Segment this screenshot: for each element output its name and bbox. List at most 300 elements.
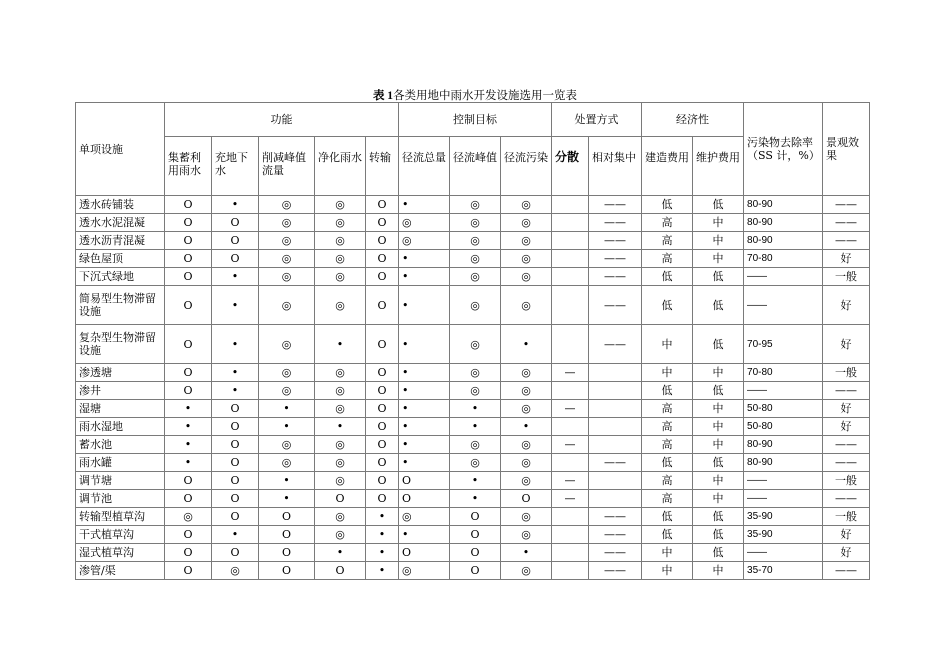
table-caption bbox=[0, 88, 950, 103]
table-cell: • bbox=[259, 400, 315, 418]
table-cell: 中 bbox=[693, 436, 744, 454]
table-cell: • bbox=[366, 562, 399, 580]
table-cell: —— bbox=[823, 436, 870, 454]
table-cell: ◎ bbox=[315, 454, 366, 472]
table-cell: 35-70 bbox=[744, 562, 823, 580]
table-cell: ◎ bbox=[450, 364, 501, 382]
table-cell: 35-90 bbox=[744, 526, 823, 544]
table-cell: 高 bbox=[642, 214, 693, 232]
table-cell: 中 bbox=[642, 544, 693, 562]
table-cell: ◎ bbox=[501, 364, 552, 382]
table-cell: ◎ bbox=[399, 232, 450, 250]
table-cell: O bbox=[366, 325, 399, 364]
table-cell: — bbox=[552, 490, 589, 508]
table-row bbox=[76, 286, 870, 325]
table-cell: 好 bbox=[823, 286, 870, 325]
table-cell: ◎ bbox=[501, 454, 552, 472]
table-cell bbox=[552, 250, 589, 268]
table-cell: —— bbox=[589, 232, 642, 250]
table-cell: O bbox=[366, 214, 399, 232]
table-cell bbox=[552, 418, 589, 436]
table-cell: —— bbox=[589, 325, 642, 364]
table-cell: 中 bbox=[642, 562, 693, 580]
table-cell: • bbox=[259, 418, 315, 436]
table-cell bbox=[552, 196, 589, 214]
header-peakflow: 径流峰值 bbox=[450, 137, 501, 196]
table-cell: • bbox=[501, 418, 552, 436]
facility-name: 转输型植草沟 bbox=[76, 508, 165, 526]
table-cell: —— bbox=[589, 562, 642, 580]
table-cell: O bbox=[399, 472, 450, 490]
table-cell: • bbox=[165, 436, 212, 454]
table-cell: • bbox=[399, 400, 450, 418]
header-function: 功能 bbox=[165, 103, 399, 137]
table-cell: 中 bbox=[693, 232, 744, 250]
table-cell: O bbox=[212, 250, 259, 268]
table-row bbox=[76, 232, 870, 250]
table-cell bbox=[589, 364, 642, 382]
table-cell: • bbox=[399, 250, 450, 268]
table-row bbox=[76, 268, 870, 286]
facility-name: 下沉式绿地 bbox=[76, 268, 165, 286]
table-cell: O bbox=[165, 268, 212, 286]
table-cell: O bbox=[366, 286, 399, 325]
table-cell bbox=[589, 490, 642, 508]
header-pollution: 径流污染 bbox=[501, 137, 552, 196]
table-cell: —— bbox=[589, 214, 642, 232]
table-cell: O bbox=[165, 286, 212, 325]
table-cell: 80-90 bbox=[744, 436, 823, 454]
header-economy: 经济性 bbox=[642, 103, 744, 137]
table-cell: ◎ bbox=[450, 250, 501, 268]
table-cell: • bbox=[212, 325, 259, 364]
table-cell: ◎ bbox=[212, 562, 259, 580]
table-cell: ◎ bbox=[315, 196, 366, 214]
table-cell: ◎ bbox=[315, 214, 366, 232]
table-cell: ◎ bbox=[501, 250, 552, 268]
header-pollutant: 污染物去除率（SS 计，%） bbox=[744, 103, 823, 196]
table-cell: • bbox=[450, 472, 501, 490]
table-row bbox=[76, 400, 870, 418]
table-cell: 35-90 bbox=[744, 508, 823, 526]
table-cell: ◎ bbox=[259, 232, 315, 250]
table-row bbox=[76, 418, 870, 436]
table-cell: • bbox=[399, 418, 450, 436]
table-cell: ◎ bbox=[501, 562, 552, 580]
table-cell: ◎ bbox=[501, 400, 552, 418]
table-cell: O bbox=[212, 418, 259, 436]
table-cell: O bbox=[212, 454, 259, 472]
table-cell: O bbox=[165, 382, 212, 400]
header-facility: 单项设施 bbox=[76, 103, 165, 196]
table-cell: ◎ bbox=[501, 232, 552, 250]
table-cell bbox=[552, 214, 589, 232]
table-cell: O bbox=[212, 472, 259, 490]
table-cell: • bbox=[399, 325, 450, 364]
table-cell: ◎ bbox=[450, 436, 501, 454]
table-cell: 中 bbox=[642, 364, 693, 382]
table-cell: ◎ bbox=[259, 268, 315, 286]
table-cell: —— bbox=[744, 472, 823, 490]
table-cell: ◎ bbox=[315, 400, 366, 418]
facility-name: 复杂型生物滞留设施 bbox=[76, 325, 165, 364]
table-cell: O bbox=[212, 214, 259, 232]
table-cell: ◎ bbox=[450, 325, 501, 364]
facility-name: 调节塘 bbox=[76, 472, 165, 490]
facility-name: 渗透塘 bbox=[76, 364, 165, 382]
table-cell: O bbox=[165, 490, 212, 508]
table-cell: —— bbox=[823, 382, 870, 400]
table-cell: ◎ bbox=[259, 454, 315, 472]
table-cell: ◎ bbox=[259, 196, 315, 214]
table-cell: ◎ bbox=[165, 508, 212, 526]
table-cell: O bbox=[259, 544, 315, 562]
table-cell: ◎ bbox=[501, 196, 552, 214]
facility-name: 湿塘 bbox=[76, 400, 165, 418]
table-cell bbox=[552, 526, 589, 544]
table-cell: O bbox=[212, 436, 259, 454]
table-cell: 低 bbox=[642, 382, 693, 400]
facility-table bbox=[75, 102, 870, 580]
header-method: 处置方式 bbox=[552, 103, 642, 137]
table-cell: —— bbox=[589, 250, 642, 268]
table-cell: O bbox=[259, 562, 315, 580]
header-landscape: 景观效果 bbox=[823, 103, 870, 196]
facility-name: 透水沥青混凝 bbox=[76, 232, 165, 250]
table-cell: ◎ bbox=[501, 268, 552, 286]
table-cell: ◎ bbox=[399, 508, 450, 526]
table-cell: 中 bbox=[693, 364, 744, 382]
table-cell: • bbox=[399, 454, 450, 472]
table-cell: O bbox=[366, 364, 399, 382]
table-cell: O bbox=[366, 418, 399, 436]
table-cell: 低 bbox=[693, 526, 744, 544]
header-purify: 净化雨水 bbox=[315, 137, 366, 196]
table-cell: 50-80 bbox=[744, 400, 823, 418]
table-row bbox=[76, 526, 870, 544]
table-cell: • bbox=[165, 418, 212, 436]
table-cell: • bbox=[501, 325, 552, 364]
table-cell: O bbox=[501, 490, 552, 508]
facility-name: 湿式植草沟 bbox=[76, 544, 165, 562]
table-cell: O bbox=[259, 508, 315, 526]
table-cell: O bbox=[366, 232, 399, 250]
table-cell: O bbox=[366, 472, 399, 490]
table-cell bbox=[552, 325, 589, 364]
table-cell: 一般 bbox=[823, 508, 870, 526]
table-cell: — bbox=[552, 364, 589, 382]
table-cell: 一般 bbox=[823, 268, 870, 286]
table-cell: 低 bbox=[693, 508, 744, 526]
header-row-groups bbox=[76, 103, 870, 137]
table-cell: —— bbox=[823, 232, 870, 250]
facility-name: 雨水罐 bbox=[76, 454, 165, 472]
table-cell: O bbox=[165, 526, 212, 544]
table-cell: 50-80 bbox=[744, 418, 823, 436]
table-cell: ◎ bbox=[450, 268, 501, 286]
table-cell: O bbox=[315, 562, 366, 580]
table-cell: 低 bbox=[642, 526, 693, 544]
table-cell: • bbox=[315, 544, 366, 562]
table-cell: • bbox=[212, 364, 259, 382]
table-row bbox=[76, 544, 870, 562]
table-cell: O bbox=[399, 490, 450, 508]
table-cell: • bbox=[366, 526, 399, 544]
table-cell: 高 bbox=[642, 436, 693, 454]
table-cell: 高 bbox=[642, 232, 693, 250]
facility-name: 干式植草沟 bbox=[76, 526, 165, 544]
table-cell: 低 bbox=[693, 382, 744, 400]
table-cell: O bbox=[212, 508, 259, 526]
facility-name: 绿色屋顶 bbox=[76, 250, 165, 268]
table-cell bbox=[589, 436, 642, 454]
table-cell: 低 bbox=[693, 325, 744, 364]
table-cell: 好 bbox=[823, 544, 870, 562]
table-cell: ◎ bbox=[501, 472, 552, 490]
header-maintain: 维护费用 bbox=[693, 137, 744, 196]
table-cell: —— bbox=[823, 196, 870, 214]
facility-name: 雨水湿地 bbox=[76, 418, 165, 436]
table-cell: 好 bbox=[823, 250, 870, 268]
table-cell: 70-80 bbox=[744, 364, 823, 382]
facility-name: 蓄水池 bbox=[76, 436, 165, 454]
table-cell: 中 bbox=[693, 214, 744, 232]
table-cell: 中 bbox=[693, 490, 744, 508]
table-cell: O bbox=[165, 544, 212, 562]
table-cell: 80-90 bbox=[744, 454, 823, 472]
table-cell: ◎ bbox=[450, 232, 501, 250]
table-cell: ◎ bbox=[501, 508, 552, 526]
table-cell: ◎ bbox=[259, 364, 315, 382]
table-cell: 低 bbox=[642, 286, 693, 325]
table-cell: • bbox=[366, 508, 399, 526]
table-cell: ◎ bbox=[450, 454, 501, 472]
table-row bbox=[76, 508, 870, 526]
table-cell: 80-90 bbox=[744, 196, 823, 214]
table-cell bbox=[589, 472, 642, 490]
table-cell: ◎ bbox=[501, 526, 552, 544]
table-cell: ◎ bbox=[450, 214, 501, 232]
table-cell bbox=[589, 400, 642, 418]
header-build: 建造费用 bbox=[642, 137, 693, 196]
table-cell: —— bbox=[823, 214, 870, 232]
table-cell: 好 bbox=[823, 526, 870, 544]
table-cell: • bbox=[399, 196, 450, 214]
table-cell: • bbox=[399, 286, 450, 325]
header-collect: 集蓄利用雨水 bbox=[165, 137, 212, 196]
facility-name: 简易型生物滞留设施 bbox=[76, 286, 165, 325]
table-cell: O bbox=[399, 544, 450, 562]
table-cell: 中 bbox=[693, 250, 744, 268]
table-cell: —— bbox=[589, 544, 642, 562]
table-cell: 70-95 bbox=[744, 325, 823, 364]
table-cell: O bbox=[165, 196, 212, 214]
table-cell: ◎ bbox=[315, 286, 366, 325]
table-cell: O bbox=[165, 214, 212, 232]
table-cell: ◎ bbox=[501, 286, 552, 325]
table-cell: ◎ bbox=[315, 526, 366, 544]
table-cell: — bbox=[552, 400, 589, 418]
facility-name: 渗管/渠 bbox=[76, 562, 165, 580]
table-cell: 80-90 bbox=[744, 214, 823, 232]
table-cell: ◎ bbox=[259, 286, 315, 325]
table-cell: ◎ bbox=[501, 382, 552, 400]
table-cell: —— bbox=[744, 490, 823, 508]
table-cell: —— bbox=[744, 286, 823, 325]
table-row bbox=[76, 472, 870, 490]
table-cell: ◎ bbox=[315, 250, 366, 268]
table-cell: O bbox=[165, 562, 212, 580]
table-cell: ◎ bbox=[259, 436, 315, 454]
table-row bbox=[76, 454, 870, 472]
table-cell: —— bbox=[823, 490, 870, 508]
table-cell: ◎ bbox=[450, 286, 501, 325]
table-cell: O bbox=[315, 490, 366, 508]
table-cell: O bbox=[366, 196, 399, 214]
table-cell: • bbox=[450, 418, 501, 436]
table-cell: O bbox=[212, 544, 259, 562]
table-cell: —— bbox=[744, 544, 823, 562]
table-cell: 中 bbox=[693, 400, 744, 418]
table-cell: O bbox=[366, 454, 399, 472]
table-row bbox=[76, 490, 870, 508]
table-cell: —— bbox=[589, 526, 642, 544]
table-row bbox=[76, 250, 870, 268]
table-cell: ◎ bbox=[259, 214, 315, 232]
table-cell: • bbox=[165, 454, 212, 472]
table-cell: 高 bbox=[642, 418, 693, 436]
table-cell: O bbox=[450, 526, 501, 544]
table-cell: 好 bbox=[823, 400, 870, 418]
table-cell: 低 bbox=[693, 544, 744, 562]
table-cell bbox=[552, 286, 589, 325]
table-row bbox=[76, 364, 870, 382]
facility-name: 透水水泥混凝 bbox=[76, 214, 165, 232]
table-cell: —— bbox=[589, 454, 642, 472]
table-cell: 低 bbox=[693, 196, 744, 214]
table-cell: — bbox=[552, 472, 589, 490]
table-cell: • bbox=[501, 544, 552, 562]
header-scatter: 分散 bbox=[552, 137, 589, 196]
table-row bbox=[76, 325, 870, 364]
table-cell: 高 bbox=[642, 250, 693, 268]
table-cell: • bbox=[450, 400, 501, 418]
table-cell: —— bbox=[589, 268, 642, 286]
table-cell: ◎ bbox=[315, 436, 366, 454]
table-cell: ◎ bbox=[259, 382, 315, 400]
table-cell: 高 bbox=[642, 400, 693, 418]
table-row bbox=[76, 562, 870, 580]
table-cell: • bbox=[315, 418, 366, 436]
table-cell: • bbox=[366, 544, 399, 562]
table-cell: 低 bbox=[693, 454, 744, 472]
table-cell: O bbox=[366, 400, 399, 418]
table-cell: ◎ bbox=[315, 364, 366, 382]
header-total: 径流总量 bbox=[399, 137, 450, 196]
table-cell: ◎ bbox=[501, 214, 552, 232]
table-cell: 高 bbox=[642, 490, 693, 508]
table-cell: 高 bbox=[642, 472, 693, 490]
table-cell: ◎ bbox=[501, 436, 552, 454]
table-row bbox=[76, 196, 870, 214]
table-cell: • bbox=[450, 490, 501, 508]
table-number: 表 1 bbox=[372, 90, 394, 102]
table-cell: ◎ bbox=[259, 250, 315, 268]
header-control: 控制目标 bbox=[399, 103, 552, 137]
table-cell: 低 bbox=[642, 268, 693, 286]
table-cell: • bbox=[165, 400, 212, 418]
table-cell: O bbox=[212, 232, 259, 250]
table-cell: O bbox=[165, 364, 212, 382]
header-convey: 转输 bbox=[366, 137, 399, 196]
table-cell: —— bbox=[744, 382, 823, 400]
table-cell: O bbox=[366, 268, 399, 286]
table-cell bbox=[552, 544, 589, 562]
table-cell: O bbox=[165, 250, 212, 268]
table-cell: ◎ bbox=[450, 196, 501, 214]
table-cell: O bbox=[450, 562, 501, 580]
table-cell: ◎ bbox=[315, 232, 366, 250]
table-cell: ◎ bbox=[399, 214, 450, 232]
table-cell: • bbox=[212, 196, 259, 214]
table-cell: • bbox=[315, 325, 366, 364]
table-cell: ◎ bbox=[399, 562, 450, 580]
table-cell: O bbox=[165, 472, 212, 490]
table-cell: 低 bbox=[693, 268, 744, 286]
table-cell: 一般 bbox=[823, 364, 870, 382]
header-recharge: 充地下水 bbox=[212, 137, 259, 196]
table-cell: O bbox=[165, 325, 212, 364]
table-cell bbox=[552, 268, 589, 286]
table-title: 各类用地中雨水开发设施选用一览表 bbox=[393, 88, 578, 102]
facility-name: 透水砖铺装 bbox=[76, 196, 165, 214]
table-cell: 低 bbox=[693, 286, 744, 325]
table-cell: 一般 bbox=[823, 472, 870, 490]
table-cell: 中 bbox=[693, 418, 744, 436]
table-cell bbox=[589, 382, 642, 400]
header-peak: 削减峰值流量 bbox=[259, 137, 315, 196]
table-cell bbox=[552, 382, 589, 400]
table-cell: • bbox=[212, 286, 259, 325]
table-cell: —— bbox=[589, 286, 642, 325]
table-cell: O bbox=[366, 490, 399, 508]
table-cell: • bbox=[399, 526, 450, 544]
table-cell: —— bbox=[744, 268, 823, 286]
table-cell: O bbox=[366, 436, 399, 454]
table-cell: O bbox=[450, 544, 501, 562]
table-cell: O bbox=[212, 490, 259, 508]
table-cell: 低 bbox=[642, 508, 693, 526]
table-cell: 中 bbox=[693, 562, 744, 580]
table-cell: 中 bbox=[693, 472, 744, 490]
table-cell: —— bbox=[823, 454, 870, 472]
table-cell: —— bbox=[589, 508, 642, 526]
table-cell: • bbox=[399, 436, 450, 454]
table-cell bbox=[552, 454, 589, 472]
table-cell: 中 bbox=[642, 325, 693, 364]
table-cell: • bbox=[399, 382, 450, 400]
table-cell: — bbox=[552, 436, 589, 454]
table-cell: O bbox=[165, 232, 212, 250]
table-cell bbox=[589, 418, 642, 436]
table-cell bbox=[552, 562, 589, 580]
table-cell: • bbox=[212, 268, 259, 286]
table-cell: O bbox=[450, 508, 501, 526]
table-cell: O bbox=[366, 382, 399, 400]
table-cell: ◎ bbox=[315, 472, 366, 490]
table-cell: ◎ bbox=[450, 382, 501, 400]
table-cell: • bbox=[399, 364, 450, 382]
